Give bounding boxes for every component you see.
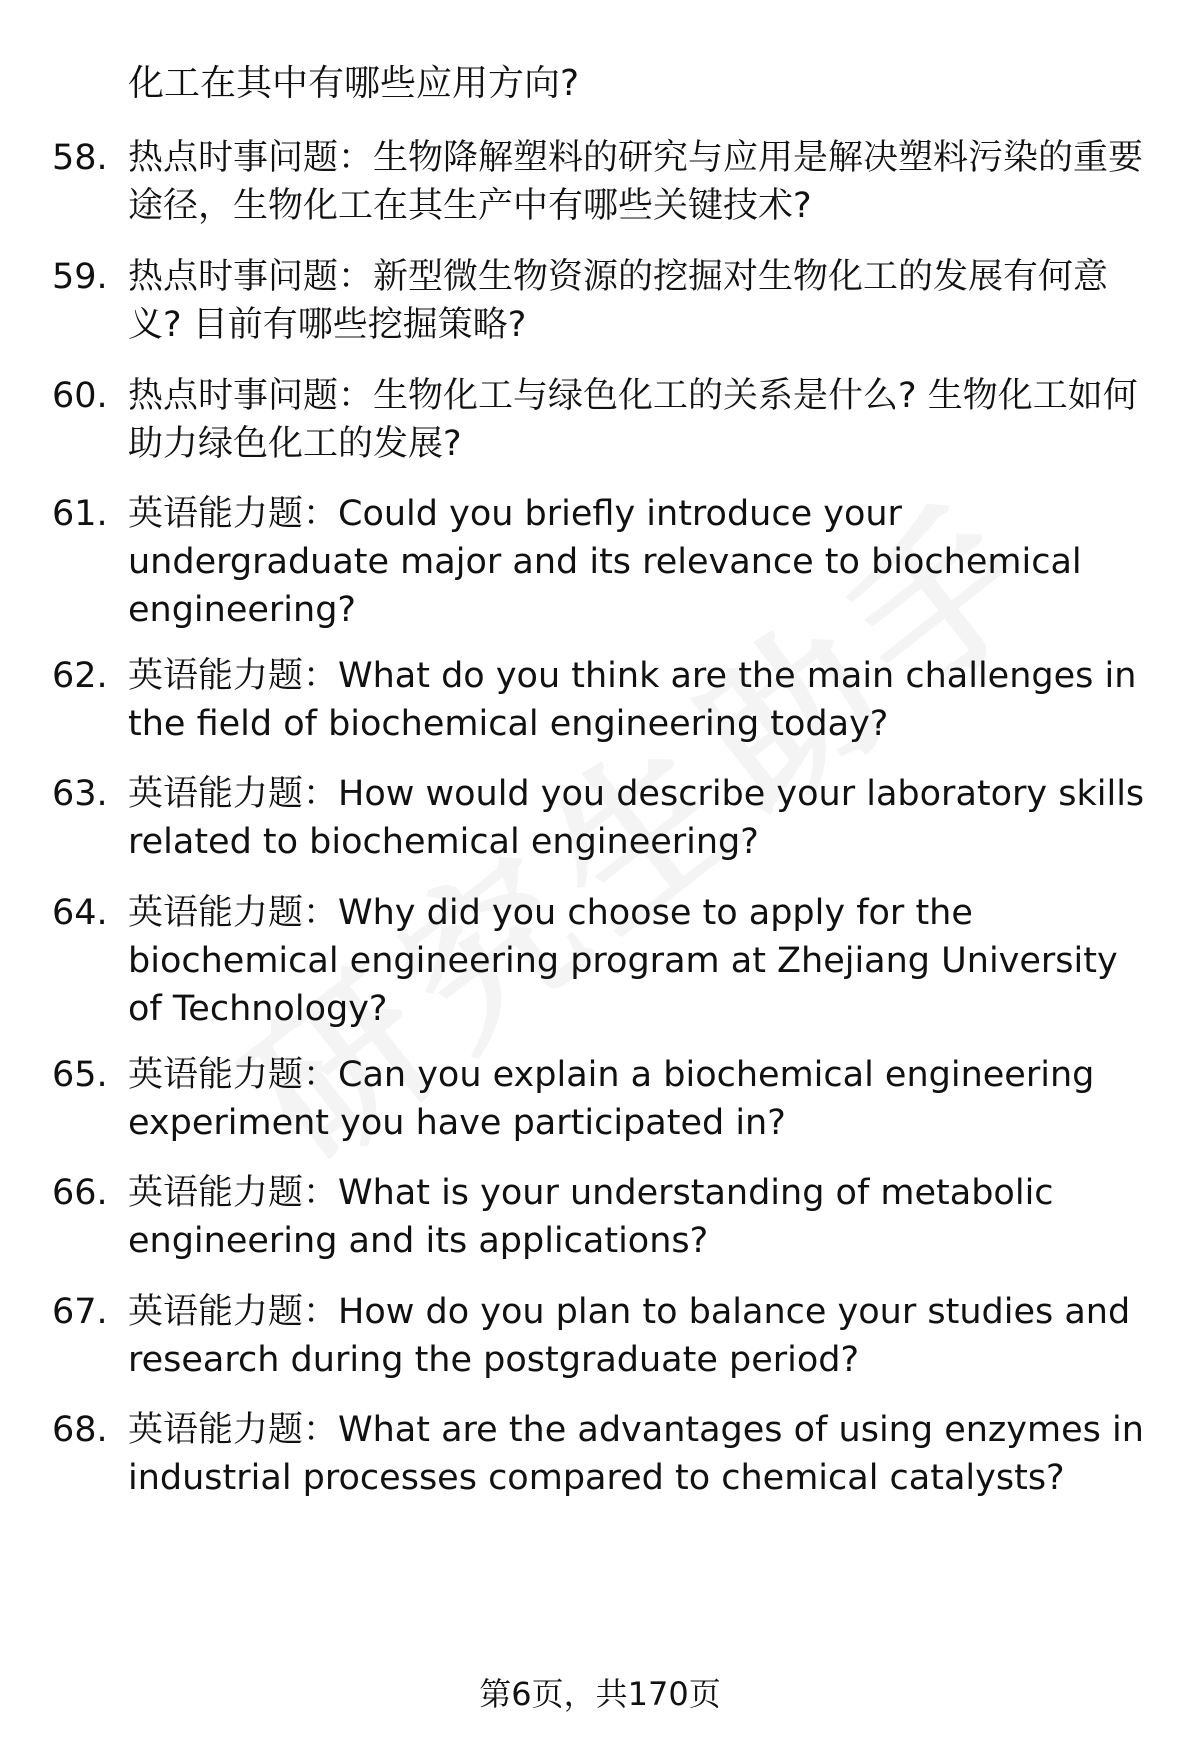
question-text: 热点时事问题：新型微生物资源的挖掘对生物化工的发展有何意义? 目前有哪些挖掘策略?: [128, 257, 1109, 345]
page-footer: 第6页，共170页: [479, 1675, 721, 1713]
continuation-text: 化工在其中有哪些应用方向?: [128, 63, 580, 104]
question-text: 英语能力题：Why did you choose to apply for the biochemical engineering program at Zhejiang University of Technology?: [128, 893, 1118, 1029]
question-number: 58.: [52, 138, 108, 178]
question-text: 英语能力题：How do you plan to balance your studies and research during the postgraduate period?: [128, 1292, 1131, 1380]
question-number: 59.: [52, 257, 108, 297]
question-text: 热点时事问题：生物降解塑料的研究与应用是解决塑料污染的重要途径，生物化工在其生产中有哪些关键技术?: [128, 138, 1144, 226]
question-text: 英语能力题：How would you describe your laboratory skills related to biochemical engineering?: [128, 774, 1145, 862]
question-number: 60.: [52, 376, 108, 416]
question-text: 英语能力题：What do you think are the main challenges in the field of biochemical engineering today?: [128, 656, 1137, 744]
question-number: 67.: [52, 1292, 108, 1332]
question-text: 英语能力题：Could you briefly introduce your undergraduate major and its relevance to biochemical engineering?: [128, 494, 1082, 630]
question-number: 61.: [52, 494, 108, 534]
question-number: 68.: [52, 1410, 108, 1450]
question-number: 64.: [52, 893, 108, 933]
question-text: 热点时事问题：生物化工与绿色化工的关系是什么? 生物化工如何助力绿色化工的发展?: [128, 376, 1138, 464]
question-number: 66.: [52, 1173, 108, 1213]
question-number: 63.: [52, 774, 108, 814]
question-text: 英语能力题：Can you explain a biochemical engineering experiment you have participated in?: [128, 1055, 1095, 1143]
question-number: 62.: [52, 656, 108, 696]
question-text: 英语能力题：What are the advantages of using enzymes in industrial processes compared to chemical catalysts?: [128, 1410, 1144, 1498]
question-number: 65.: [52, 1055, 108, 1095]
question-text: 英语能力题：What is your understanding of metabolic engineering and its applications?: [128, 1173, 1054, 1261]
